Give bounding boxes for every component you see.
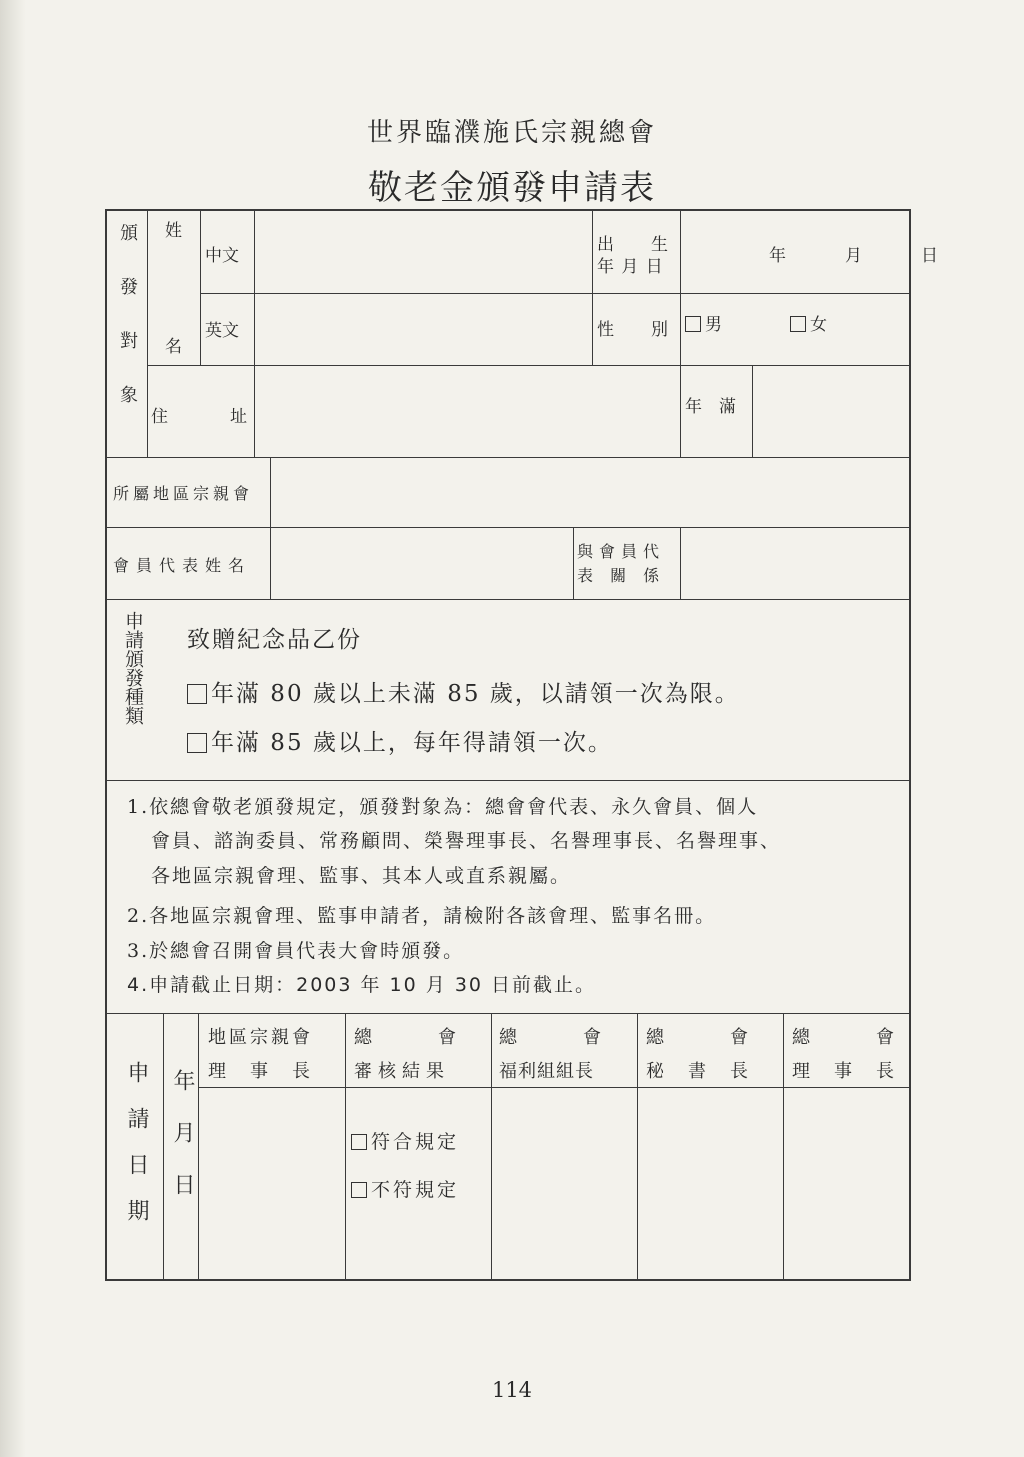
clan-association-label: 所屬地區宗親會 bbox=[113, 484, 254, 503]
chinese-name-field[interactable] bbox=[257, 215, 587, 289]
book-gutter bbox=[0, 0, 26, 1457]
col-secretary-general-line1: 總 會 bbox=[646, 1027, 751, 1048]
age-label: 年 滿 bbox=[685, 397, 736, 417]
welfare-head-signature-field[interactable] bbox=[495, 1091, 634, 1277]
note-1-line-1: 1.依總會敬老頒發規定，頒發對象為：總會會代表、永久會員、個人 bbox=[127, 796, 759, 818]
female-label: 女 bbox=[810, 315, 827, 335]
col-welfare-head-line1: 總 會 bbox=[499, 1027, 604, 1048]
option-85-text: 年滿 85 歲以上，每年得請領一次。 bbox=[211, 730, 613, 756]
male-label: 男 bbox=[705, 315, 722, 335]
option-85-checkbox[interactable] bbox=[187, 733, 207, 753]
note-3: 3.於總會召開會員代表大會時頒發。 bbox=[127, 940, 465, 962]
recipient-section-label: 頒發對象 bbox=[117, 223, 138, 439]
gender-female-option[interactable] bbox=[790, 316, 827, 334]
application-type-intro: 致贈紀念品乙份 bbox=[187, 627, 362, 653]
female-checkbox[interactable] bbox=[790, 316, 806, 332]
form-title: 敬老金頒發申請表 bbox=[368, 168, 656, 208]
birth-date-label-line2: 年 月 日 bbox=[597, 257, 664, 277]
note-4: 4.申請截止日期：2003 年 10 月 30 日前截止。 bbox=[127, 974, 597, 996]
regional-chair-signature-field[interactable] bbox=[202, 1091, 342, 1277]
birth-date-field[interactable]: 年 月 日 bbox=[769, 246, 940, 266]
english-name-label: 英文 bbox=[205, 321, 239, 341]
col-review-result-line2: 審核結果 bbox=[354, 1061, 450, 1082]
relation-label-line1: 與會員代 bbox=[577, 542, 666, 561]
birth-date-label-line1: 出 生 bbox=[597, 235, 669, 255]
address-label-left: 住 bbox=[151, 407, 168, 427]
age-field[interactable] bbox=[757, 369, 907, 453]
apply-date-label: 申請日期 bbox=[124, 1061, 149, 1245]
application-form bbox=[105, 209, 940, 1281]
col-welfare-head-line2: 福利組組長 bbox=[499, 1061, 594, 1082]
page-number: 114 bbox=[491, 1378, 533, 1402]
col-regional-chair-line1: 地區宗親會 bbox=[208, 1027, 313, 1048]
application-type-label: 申請頒發種類 bbox=[122, 611, 144, 725]
gender-male-option[interactable] bbox=[685, 316, 722, 334]
name-label-bottom: 名 bbox=[165, 337, 182, 357]
secretary-general-signature-field[interactable] bbox=[641, 1091, 780, 1277]
address-field[interactable] bbox=[257, 369, 675, 453]
col-review-result-line1: 總 會 bbox=[354, 1027, 459, 1048]
note-1-line-3: 各地區宗親會理、監事、其本人或直系親屬。 bbox=[151, 865, 572, 887]
review-fail-checkbox[interactable] bbox=[351, 1182, 367, 1198]
col-secretary-general-line2: 秘 書 長 bbox=[646, 1061, 751, 1082]
member-rep-name-label: 會員代表姓名 bbox=[113, 556, 252, 575]
review-fail-option[interactable] bbox=[351, 1181, 459, 1200]
review-fail-label: 不符規定 bbox=[371, 1179, 460, 1201]
chairman-signature-field[interactable] bbox=[787, 1091, 907, 1277]
english-name-field[interactable] bbox=[257, 297, 587, 361]
apply-date-ymd-label[interactable]: 年月日 bbox=[170, 1069, 195, 1225]
review-pass-option[interactable] bbox=[351, 1133, 459, 1152]
address-label-right: 址 bbox=[230, 407, 247, 427]
col-chairman-line2: 理 事 長 bbox=[792, 1061, 897, 1082]
option-80-to-85[interactable] bbox=[187, 675, 740, 708]
gender-label: 性 別 bbox=[597, 320, 669, 340]
review-pass-checkbox[interactable] bbox=[351, 1134, 367, 1150]
col-regional-chair-line2: 理 事 長 bbox=[208, 1061, 313, 1082]
relation-label-line2: 表 關 係 bbox=[577, 566, 666, 585]
option-80-checkbox[interactable] bbox=[187, 684, 207, 704]
note-1-line-2: 會員、諮詢委員、常務顧問、榮譽理事長、名譽理事長、名譽理事、 bbox=[151, 830, 782, 852]
male-checkbox[interactable] bbox=[685, 316, 701, 332]
name-label-top: 姓 bbox=[165, 221, 182, 241]
review-pass-label: 符合規定 bbox=[371, 1131, 460, 1153]
relation-field[interactable] bbox=[685, 531, 907, 595]
option-80-text: 年滿 80 歲以上未滿 85 歲，以請領一次為限。 bbox=[211, 681, 740, 707]
chinese-name-label: 中文 bbox=[205, 246, 239, 266]
col-chairman-line1: 總 會 bbox=[792, 1027, 897, 1048]
clan-association-field[interactable] bbox=[275, 461, 905, 523]
note-2: 2.各地區宗親會理、監事申請者，請檢附各該會理、監事名冊。 bbox=[127, 905, 717, 927]
member-rep-name-field[interactable] bbox=[275, 531, 569, 595]
org-name: 世界臨濮施氏宗親總會 bbox=[366, 118, 657, 148]
option-85-plus[interactable] bbox=[187, 724, 613, 757]
